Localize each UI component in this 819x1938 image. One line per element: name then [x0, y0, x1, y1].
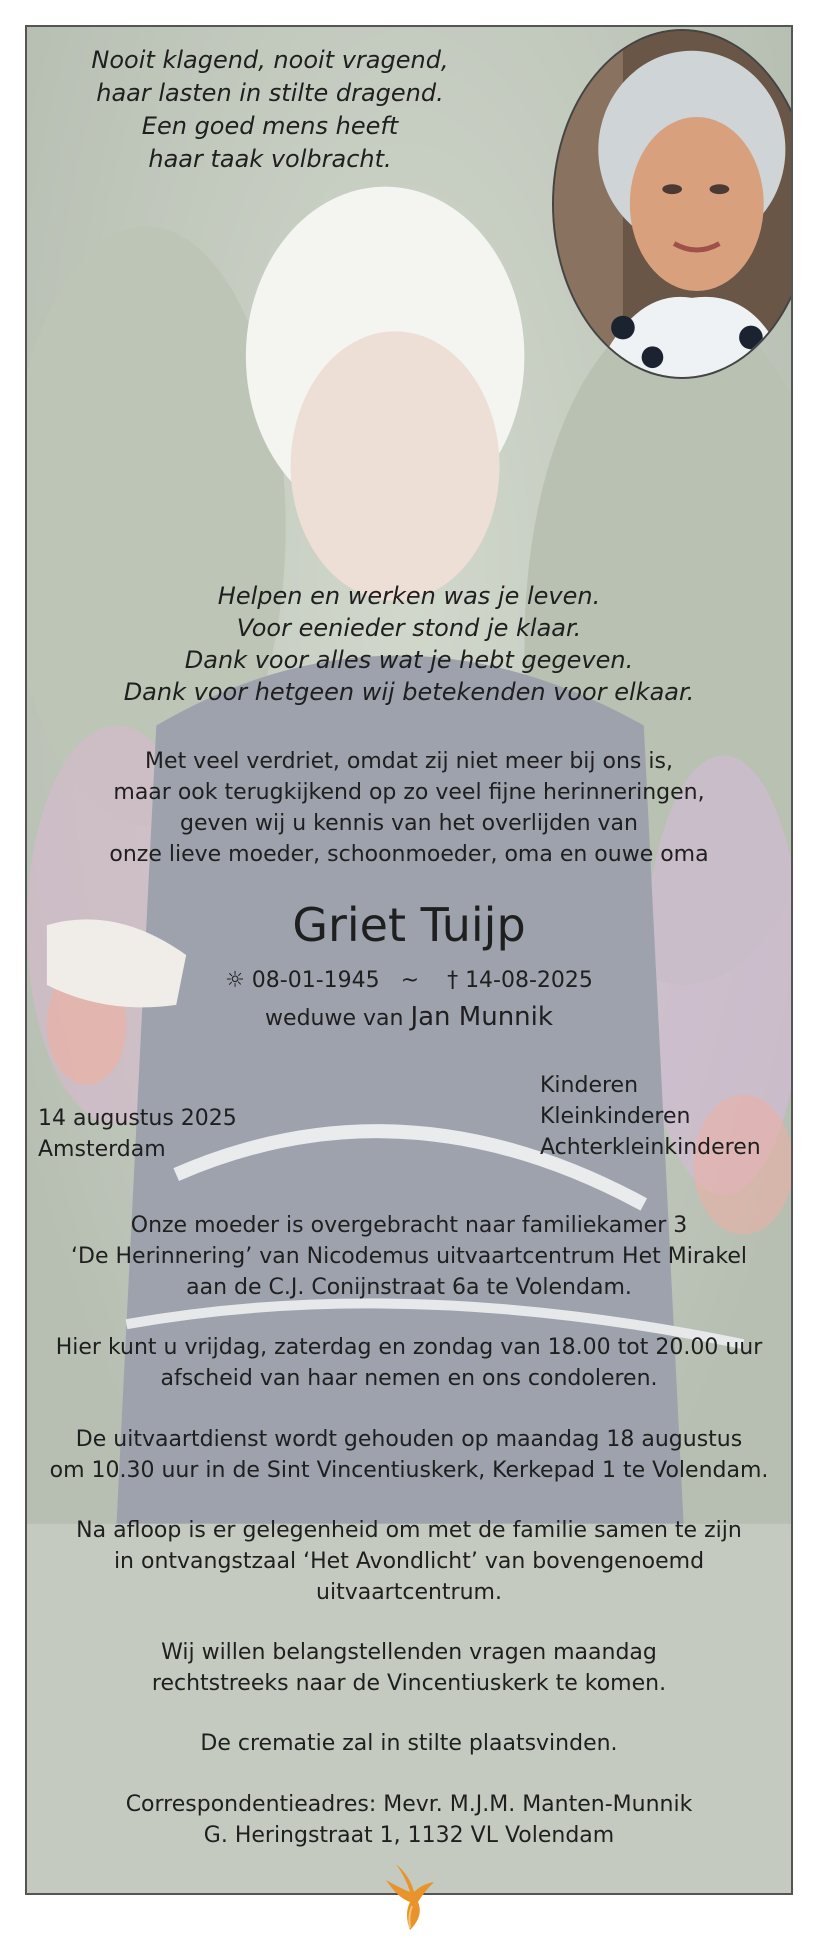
poem-line: Dank voor hetgeen wij betekenden voor elkaar. [123, 678, 695, 706]
death-date: 14-08-2025 [465, 968, 593, 993]
widow-line [25, 1000, 793, 1036]
intro-line: geven wij u kennis van het overlijden van [180, 811, 638, 836]
announcement-date: 14 augustus 2025 [38, 1106, 237, 1131]
family-line: Achterkleinkinderen [540, 1135, 761, 1160]
paragraph-church-request [25, 1637, 793, 1699]
birth-date: 08-01-1945 [251, 968, 380, 993]
life-dates [25, 966, 793, 996]
intro-line: maar ook terugkijkend op zo veel fijne herinneringen, [113, 780, 705, 805]
paragraph-line: Correspondentieadres: Mevr. M.J.M. Manten-Munnik [125, 1792, 693, 1817]
family-line: Kinderen [540, 1073, 639, 1098]
paragraph-line: aan de C.J. Conijnstraat 6a te Volendam. [186, 1275, 632, 1300]
paragraph-line: uitvaartcentrum. [316, 1580, 502, 1605]
poem-line: Een goed mens heeft [141, 112, 399, 140]
spouse-name: Jan Munnik [410, 1002, 553, 1032]
family-line: Kleinkinderen [540, 1104, 691, 1129]
intro-line: onze lieve moeder, schoonmoeder, oma en ouwe oma [109, 842, 709, 867]
intro-line: Met veel verdriet, omdat zij niet meer bij ons is, [145, 749, 673, 774]
deceased-name: Griet Tuijp [292, 898, 526, 952]
paragraph-funeral-service [25, 1424, 793, 1486]
paragraph-line: rechtstreeks naar de Vincentiuskerk te komen. [151, 1671, 667, 1696]
poem-line: haar taak volbracht. [148, 145, 392, 173]
paragraph-viewing-room [25, 1210, 793, 1303]
paragraph-line: afscheid van haar nemen en ons condoleren. [160, 1366, 658, 1391]
poem-line: Voor eenieder stond je klaar. [236, 614, 582, 642]
middle-poem [25, 580, 793, 708]
phoenix-logo-icon [380, 1858, 440, 1932]
poem-line: Helpen en werken was je leven. [217, 582, 601, 610]
date-separator: ~ [400, 968, 420, 993]
death-symbol-icon: † [447, 968, 459, 993]
paragraph-line: in ontvangstzaal ‘Het Avondlicht’ van bovengenoemd [113, 1549, 705, 1574]
correspondence-address [25, 1789, 793, 1851]
paragraph-line: om 10.30 uur in de Sint Vincentiuskerk, Kerkepad 1 te Volendam. [49, 1458, 769, 1483]
announcement-place: Amsterdam [38, 1137, 166, 1162]
place-and-date [38, 1103, 237, 1165]
memorial-card [25, 25, 793, 1895]
paragraph-line: G. Heringstraat 1, 1132 VL Volendam [203, 1823, 615, 1848]
paragraph-line: De crematie zal in stilte plaatsvinden. [200, 1731, 618, 1756]
opening-poem [60, 44, 480, 176]
paragraph-cremation [25, 1728, 793, 1759]
widow-prefix: weduwe van [265, 1006, 404, 1031]
paragraph-reception [25, 1515, 793, 1608]
birth-symbol-icon: ☼ [225, 968, 245, 993]
poem-line: haar lasten in stilte dragend. [96, 79, 444, 107]
paragraph-line: De uitvaartdienst wordt gehouden op maandag 18 augustus [75, 1427, 743, 1452]
paragraph-line: ‘De Herinnering’ van Nicodemus uitvaartcentrum Het Mirakel [71, 1244, 747, 1269]
family-signatories [540, 1070, 761, 1163]
paragraph-line: Hier kunt u vrijdag, zaterdag en zondag van 18.00 tot 20.00 uur [55, 1335, 763, 1360]
paragraph-line: Wij willen belangstellenden vragen maandag [161, 1640, 657, 1665]
paragraph-visiting-hours [25, 1332, 793, 1394]
poem-line: Dank voor alles wat je hebt gegeven. [184, 646, 634, 674]
poem-line: Nooit klagend, nooit vragend, [91, 46, 449, 74]
announcement-intro [25, 746, 793, 870]
paragraph-line: Na afloop is er gelegenheid om met de familie samen te zijn [76, 1518, 742, 1543]
paragraph-line: Onze moeder is overgebracht naar familiekamer 3 [130, 1213, 688, 1238]
